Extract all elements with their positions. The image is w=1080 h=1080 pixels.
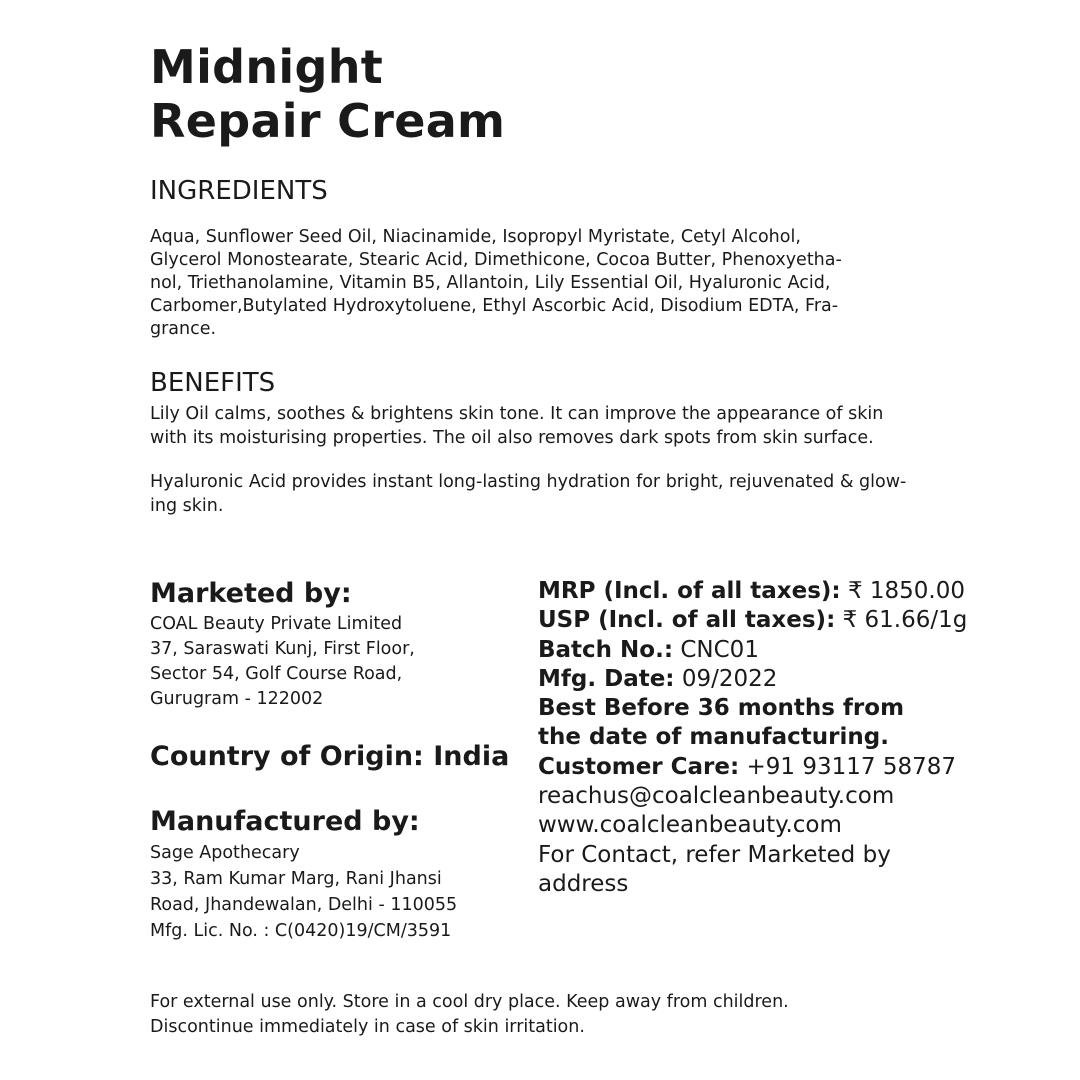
address-line: Sage Apothecary bbox=[150, 843, 300, 863]
license-number: Mfg. Lic. No. : C(0420)19/CM/3591 bbox=[150, 921, 452, 941]
benefit-lily-oil bbox=[150, 402, 940, 450]
mfg-date-row bbox=[538, 665, 1008, 694]
customer-care-phone: +91 93117 58787 bbox=[746, 753, 957, 780]
country-of-origin: Country of Origin: India bbox=[150, 741, 510, 772]
benefit-hyaluronic-acid bbox=[150, 470, 940, 518]
website: www.coalcleanbeauty.com bbox=[538, 812, 842, 839]
address-line: Road, Jhandewalan, Delhi - 110055 bbox=[150, 895, 458, 915]
benefits-heading: BENEFITS bbox=[150, 368, 276, 398]
usage-warning bbox=[150, 990, 950, 1040]
mrp-row bbox=[538, 577, 1008, 606]
ingredients-line: Carbomer,Butylated Hydroxytoluene, Ethyl Ascorbic Acid, Disodium EDTA, Fra- bbox=[150, 296, 839, 316]
address-line: Gurugram - 122002 bbox=[150, 689, 324, 709]
mfg-date-label: Mfg. Date: bbox=[538, 665, 675, 692]
ingredients-heading: INGREDIENTS bbox=[150, 176, 328, 206]
benefit-line: ing skin. bbox=[150, 496, 224, 516]
ingredients-line: Aqua, Sunflower Seed Oil, Niacinamide, Isopropyl Myristate, Cetyl Alcohol, bbox=[150, 227, 801, 247]
marketed-by-heading: Marketed by: bbox=[150, 578, 352, 609]
warning-line: For external use only. Store in a cool dry place. Keep away from children. bbox=[150, 992, 789, 1012]
contact-note-line-1: For Contact, refer Marketed by bbox=[538, 841, 891, 868]
usp-row bbox=[538, 606, 1008, 635]
best-before-line-2: the date of manufacturing. bbox=[538, 724, 889, 751]
mrp-value: ₹ 1850.00 bbox=[847, 578, 966, 604]
product-info-block bbox=[538, 577, 1008, 899]
ingredients-line: nol, Triethanolamine, Vitamin B5, Allantoin, Lily Essential Oil, Hyaluronic Acid, bbox=[150, 273, 831, 293]
benefit-line: with its moisturising properties. The oil also removes dark spots from skin surface. bbox=[150, 428, 874, 448]
product-title-line-1: Midnight bbox=[150, 40, 384, 94]
batch-value: CNC01 bbox=[680, 636, 759, 663]
product-title-line-2: Repair Cream bbox=[150, 94, 506, 148]
address-line: 37, Saraswati Kunj, First Floor, bbox=[150, 639, 415, 659]
customer-care-label: Customer Care: bbox=[538, 753, 740, 780]
address-line: COAL Beauty Private Limited bbox=[150, 614, 403, 634]
benefit-line: Hyaluronic Acid provides instant long-lasting hydration for bright, rejuvenated & glow- bbox=[150, 472, 907, 492]
ingredients-line: Glycerol Monostearate, Stearic Acid, Dimethicone, Cocoa Butter, Phenoxyetha- bbox=[150, 250, 842, 270]
product-title bbox=[150, 40, 505, 148]
manufactured-by-heading: Manufactured by: bbox=[150, 806, 420, 837]
usp-label: USP (Incl. of all taxes): bbox=[538, 607, 836, 634]
contact-note-line-2: address bbox=[538, 870, 629, 897]
batch-label: Batch No.: bbox=[538, 636, 674, 663]
benefit-line: Lily Oil calms, soothes & brightens skin tone. It can improve the appearance of skin bbox=[150, 404, 884, 424]
manufactured-by-address bbox=[150, 840, 510, 944]
address-line: 33, Ram Kumar Marg, Rani Jhansi bbox=[150, 869, 442, 889]
marketed-by-address bbox=[150, 612, 510, 712]
address-line: Sector 54, Golf Course Road, bbox=[150, 664, 403, 684]
customer-care-row bbox=[538, 753, 1008, 782]
ingredients-list bbox=[150, 226, 890, 341]
batch-row bbox=[538, 636, 1008, 665]
warning-line: Discontinue immediately in case of skin irritation. bbox=[150, 1017, 585, 1037]
contact-email: reachus@coalcleanbeauty.com bbox=[538, 783, 895, 810]
usp-value: ₹ 61.66/1g bbox=[842, 607, 968, 634]
mfg-date-value: 09/2022 bbox=[681, 665, 778, 692]
best-before-line-1: Best Before 36 months from bbox=[538, 695, 905, 722]
ingredients-line: grance. bbox=[150, 319, 217, 339]
mrp-label: MRP (Incl. of all taxes): bbox=[538, 578, 841, 604]
